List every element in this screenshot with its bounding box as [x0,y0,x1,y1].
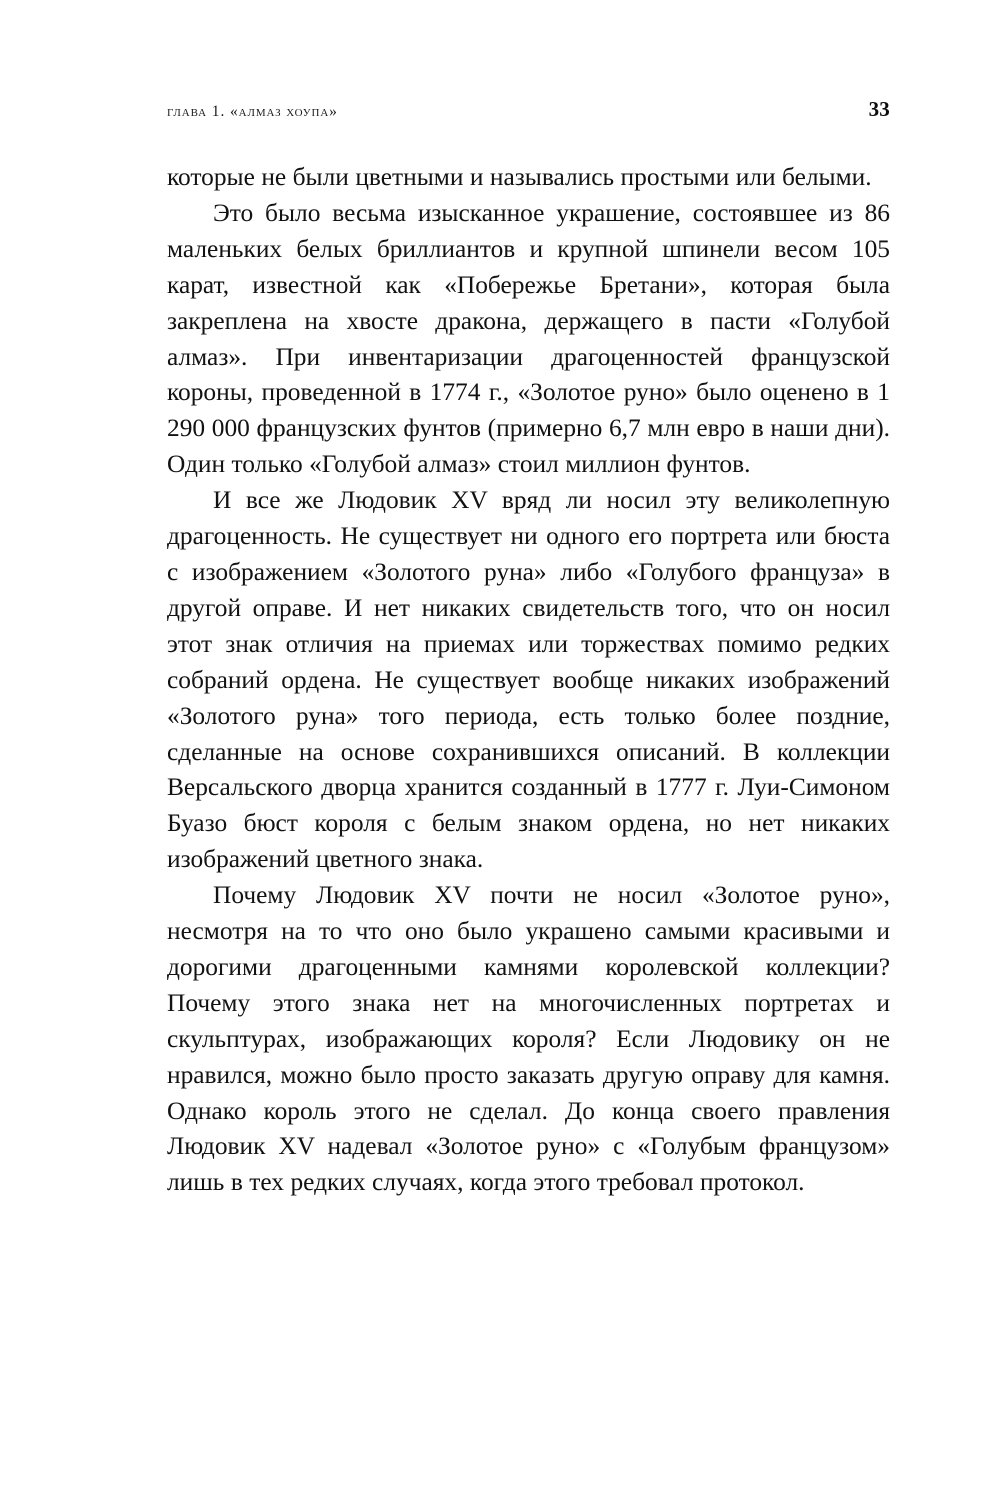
running-head-chapter-title: глава 1. «алмаз хоупа» [167,103,338,120]
paragraph: И все же Людовик XV вряд ли носил эту великолепную драгоценность. Не существует ни одного его портрета или бюста с изображением «Золотого руна» либо «Голубого француза» в другой оправе. И нет никаких свидетельств того, что он носил этот знак отличия на приемах или торжествах помимо редких собраний ордена. Не существует вообще никаких изображений «Золотого руна» того периода, есть только более поздние, сделанные на основе сохранившихся описаний. В коллекции Версальского дворца хранится созданный в 1777 г. Луи-Симоном Буазо бюст короля с белым знаком ордена, но нет никаких изображений цветного знака. [167,486,890,874]
paragraph-continuation: которые не были цветными и назывались простыми или белыми. [167,163,872,191]
page-number: 33 [868,97,890,121]
running-head [167,97,890,121]
body-text-column [167,160,890,1201]
paragraph: Это было весьма изысканное украшение, состоявшее из 86 маленьких белых бриллиантов и крупной шпинели весом 105 карат, известной как «Побережье Бретани», которая была закреплена на хвосте дракона, держащего в пасти «Голубой алмаз». При инвентаризации драгоценностей французской короны, проведенной в 1774 г., «Золотое руно» было оценено в 1 290 000 французских фунтов (примерно 6,7 млн евро в наши дни). Один только «Голубой алмаз» стоил миллион фунтов. [167,198,890,479]
paragraph: Почему Людовик XV почти не носил «Золотое руно», несмотря на то что оно было украшено самыми красивыми и дорогими драгоценными камнями королевской коллекции? Почему этого знака нет на многочисленных портретах и скульптурах, изображающих короля? Если Людовику он не нравился, можно было просто заказать другую оправу для камня. Однако король этого не сделал. До конца своего правления Людовик XV надевал «Золотое руно» с «Голубым французом» лишь в тех редких случаях, когда этого требовал протокол. [167,881,890,1197]
